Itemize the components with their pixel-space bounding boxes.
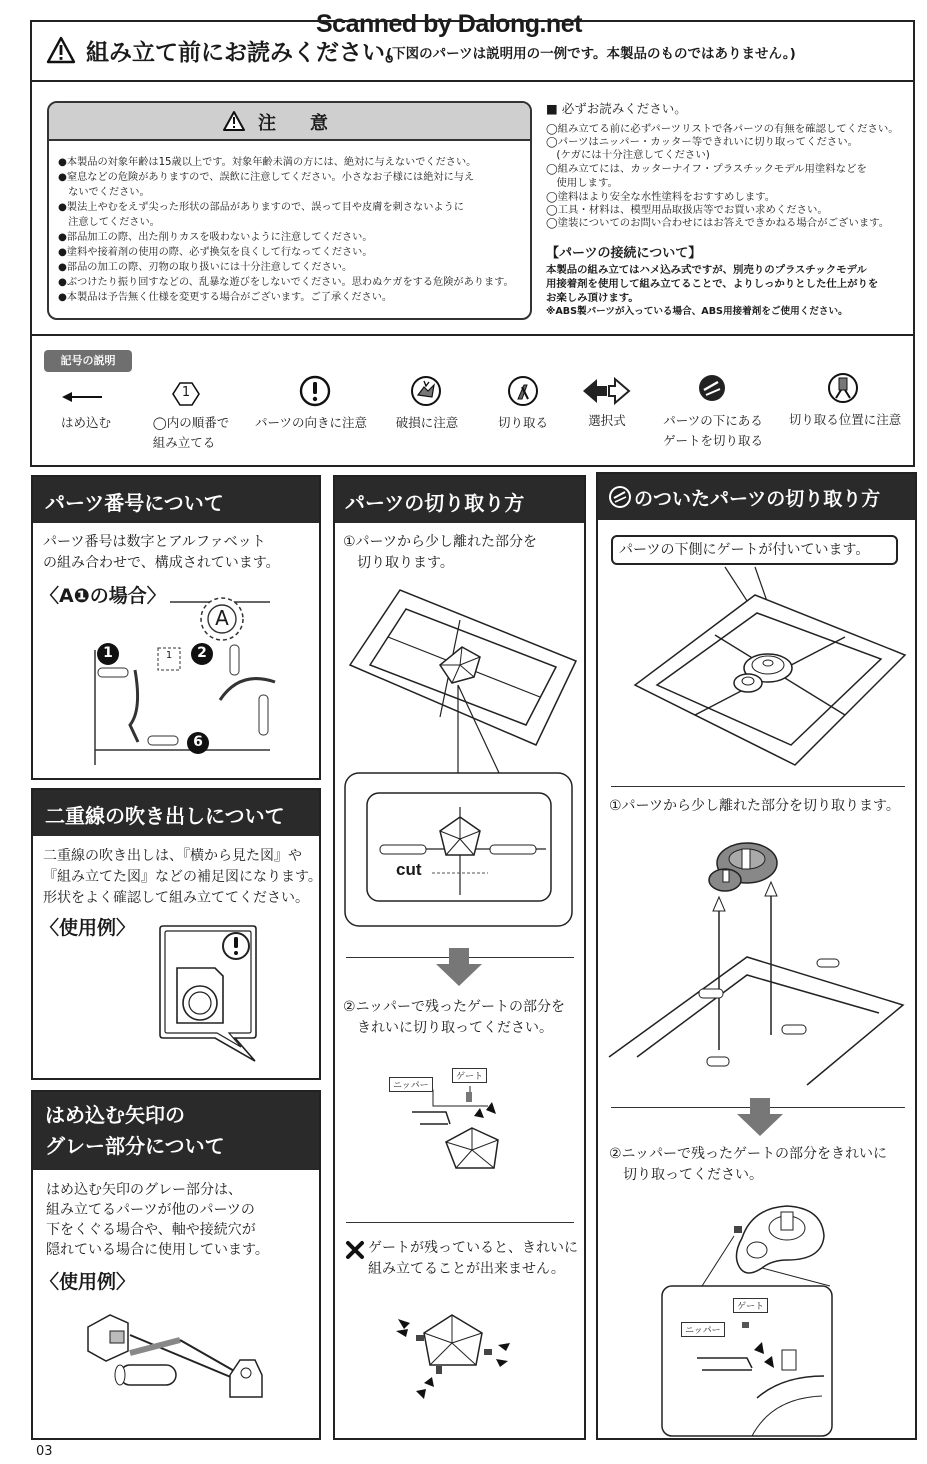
under-gate-icon xyxy=(608,485,632,509)
cutting-warning: 組み立てることが出来ません。 xyxy=(368,1261,565,1277)
double-line-balloon-illustration xyxy=(157,923,259,1063)
caution-line: ●本製品の対象年齢は15歳以上です。対象年齢未満の方には、絶対に与えないでください。 xyxy=(58,157,477,168)
warning-triangle-icon xyxy=(46,36,76,64)
symbol-label: 切り取る xyxy=(497,415,548,430)
choice-arrows-icon xyxy=(583,377,629,405)
cutting-step2: ②ニッパーで残ったゲートの部分を xyxy=(343,999,565,1015)
must-read-line: ◯組み立てる前に必ずパーツリストで各パーツの有無を確認してください。 xyxy=(546,123,899,135)
double-line-example: 〈使用例〉 xyxy=(40,917,136,939)
warning-triangle-icon xyxy=(223,111,245,131)
caution-line: 注意してください。 xyxy=(58,217,160,228)
symbol-label: 選択式 xyxy=(588,413,626,428)
caution-line: ●部品加工の際、出た削りカスを吸わないように注意してください。 xyxy=(58,232,373,243)
under-gate-icon xyxy=(697,373,727,403)
under-gate-title: のついたパーツの切り取り方 xyxy=(634,488,881,510)
symbol-label: 破損に注意 xyxy=(395,415,459,430)
gray-arrow-text: 隠れている場合に使用しています。 xyxy=(46,1242,269,1258)
must-read-line: ◯パーツはニッパー・カッター等できれいに切り取ってください。 xyxy=(546,136,859,148)
lift-part-illustration xyxy=(607,835,907,1090)
caution-line: ●塗料や接着剤の使用の際、必ず換気を良くして行なってください。 xyxy=(58,247,373,258)
connection-line: ※ABS製パーツが入っている場合、ABS用接着剤をご使用ください。 xyxy=(546,306,848,317)
must-read-heading: ■ 必ずお読みください。 xyxy=(546,101,687,116)
double-line-text: 形状をよく確認して組み立ててください。 xyxy=(43,890,309,906)
under-gate-step2: 切り取ってください。 xyxy=(609,1167,763,1183)
small-number-label: 1 xyxy=(165,650,173,661)
gray-arrow-title-line: はめ込む矢印の xyxy=(45,1103,185,1127)
cut-position-icon xyxy=(827,372,859,404)
under-gate-callout: パーツの下側にゲートが付いています。 xyxy=(619,542,870,558)
x-mark-icon xyxy=(345,1240,365,1260)
connection-line: 本製品の組み立てはハメ込み式ですが、別売りのプラスチックモデル xyxy=(546,264,867,276)
cutting-step1: 切り取ります。 xyxy=(343,555,454,571)
double-line-title: 二重線の吹き出しについて xyxy=(33,790,319,836)
must-read-line: ◯組み立てには、カッターナイフ・プラスチックモデル用塗料などを xyxy=(546,163,867,175)
symbol-label: ◯内の順番で xyxy=(152,415,230,430)
nipper-label: ニッパー xyxy=(389,1077,433,1092)
gray-arrow-illustration xyxy=(80,1305,280,1415)
caution-line: ●ぶつけたり振り回すなどの、乱暴な遊びをしないでください。思わぬケガをする危険があります。 xyxy=(58,277,514,288)
page-subtitle: (下図のパーツは説明用の一例です。本製品のものではありません。) xyxy=(386,46,796,62)
gray-arrow-text: 組み立てるパーツが他のパーツの xyxy=(46,1202,255,1218)
cutting-warning: ゲートが残っていると、きれいに xyxy=(368,1240,578,1256)
must-read-line: 使用します。 xyxy=(546,177,618,189)
must-read-line: ◯塗料はより安全な水性塗料をおすすめします。 xyxy=(546,191,776,203)
leftover-gate-illustration xyxy=(394,1305,514,1400)
part-number-example: 〈A❶の場合〉 xyxy=(40,585,166,607)
connection-heading: 【パーツの接続について】 xyxy=(546,246,702,261)
symbol-label: パーツの向きに注意 xyxy=(254,415,367,430)
divider xyxy=(611,786,905,787)
gate-label: ゲート xyxy=(452,1068,487,1083)
under-gate-step2: ②ニッパーで残ったゲートの部分をきれいに xyxy=(609,1146,887,1162)
page-title: 組み立て前にお読みください。 xyxy=(86,40,408,66)
runner-letter: A xyxy=(215,606,229,630)
double-line-text: 二重線の吹き出しは、『横から見た図』や xyxy=(43,848,302,864)
down-arrow-icon xyxy=(436,948,482,986)
nipper-icon xyxy=(507,375,539,407)
gray-arrow-title xyxy=(33,1092,319,1170)
page-number: 03 xyxy=(36,1444,53,1459)
double-line-text: 『組み立てた図』などの補足図になります。 xyxy=(43,869,322,885)
cutting-step2: きれいに切り取ってください。 xyxy=(343,1020,553,1036)
under-gate-nipper-illustration xyxy=(662,1198,842,1438)
gray-arrow-title-line: グレー部分について xyxy=(45,1134,225,1158)
connection-line: 用接着剤を使用して組み立てることで、よりしっかりとした仕上がりを xyxy=(546,278,879,290)
divider xyxy=(346,1222,574,1223)
exclamation-circle-icon xyxy=(299,375,331,407)
part-number-title: パーツ番号について xyxy=(33,477,319,523)
symbol-label: ゲートを切り取る xyxy=(662,433,763,448)
symbol-label: 組み立てる xyxy=(152,435,216,450)
down-arrow-icon xyxy=(737,1098,783,1136)
gray-arrow-text: 下をくぐる場合や、軸や接続穴が xyxy=(46,1222,256,1238)
caution-line: ●窒息などの危険がありますので、誤飲に注意してください。小さなお子様には絶対に与え xyxy=(58,172,475,183)
part-number-badge-label: 6 xyxy=(193,734,203,750)
cutting-step1: ①パーツから少し離れた部分を xyxy=(343,534,537,550)
symbol-label: パーツの下にある xyxy=(663,413,763,428)
part-number-badge-label: 2 xyxy=(197,645,207,661)
symbol-label: 切り取る位置に注意 xyxy=(788,412,902,427)
caution-line: ●製法上やむをえず尖った形状の部品がありますので、誤って目や皮膚を刺さないように xyxy=(58,202,464,213)
under-gate-runner-illustration xyxy=(605,565,910,780)
must-read-line: ◯工具・材料は、模型用品取扱店等でお買い求めください。 xyxy=(546,204,828,216)
caution-line: ●本製品は予告無く仕様を変更する場合がございます。ご了承ください。 xyxy=(58,292,393,303)
symbol-label: はめ込む xyxy=(60,415,111,430)
must-read-line: ◯塗装についてのお問い合わせにはお答えできかねる場合がございます。 xyxy=(546,217,890,229)
part-number-badge-label: 1 xyxy=(103,645,113,661)
runner-frame-illustration xyxy=(340,585,580,930)
gray-arrow-text: はめ込む矢印のグレー部分は、 xyxy=(46,1182,242,1198)
connection-line: お楽しみ頂けます。 xyxy=(546,292,639,304)
breakage-icon xyxy=(410,375,442,407)
cut-label: cut xyxy=(396,860,422,879)
cutting-title: パーツの切り取り方 xyxy=(335,477,584,523)
must-read-line: (ケガには十分注意してください) xyxy=(546,149,710,161)
caution-line: ないでください。 xyxy=(58,187,150,198)
under-gate-step1: ①パーツから少し離れた部分を切り取ります。 xyxy=(609,798,900,814)
symbol-legend-tag: 記号の説明 xyxy=(44,350,132,372)
arrow-left-icon xyxy=(62,390,104,404)
gray-arrow-example: 〈使用例〉 xyxy=(40,1271,136,1293)
number-glyph: 1 xyxy=(181,385,191,400)
part-number-text: パーツ番号は数字とアルファベット xyxy=(43,534,266,550)
caution-label: 注 意 xyxy=(258,113,336,134)
gate-label: ゲート xyxy=(733,1298,768,1313)
watermark: Scanned by Dalong.net xyxy=(316,10,582,38)
runner-illustration xyxy=(80,590,280,770)
caution-line: ●部品の加工の際、刃物の取り扱いには十分注意してください。 xyxy=(58,262,353,273)
part-number-text: の組み合わせで、構成されています。 xyxy=(43,555,280,571)
nipper-label: ニッパー xyxy=(681,1322,725,1337)
